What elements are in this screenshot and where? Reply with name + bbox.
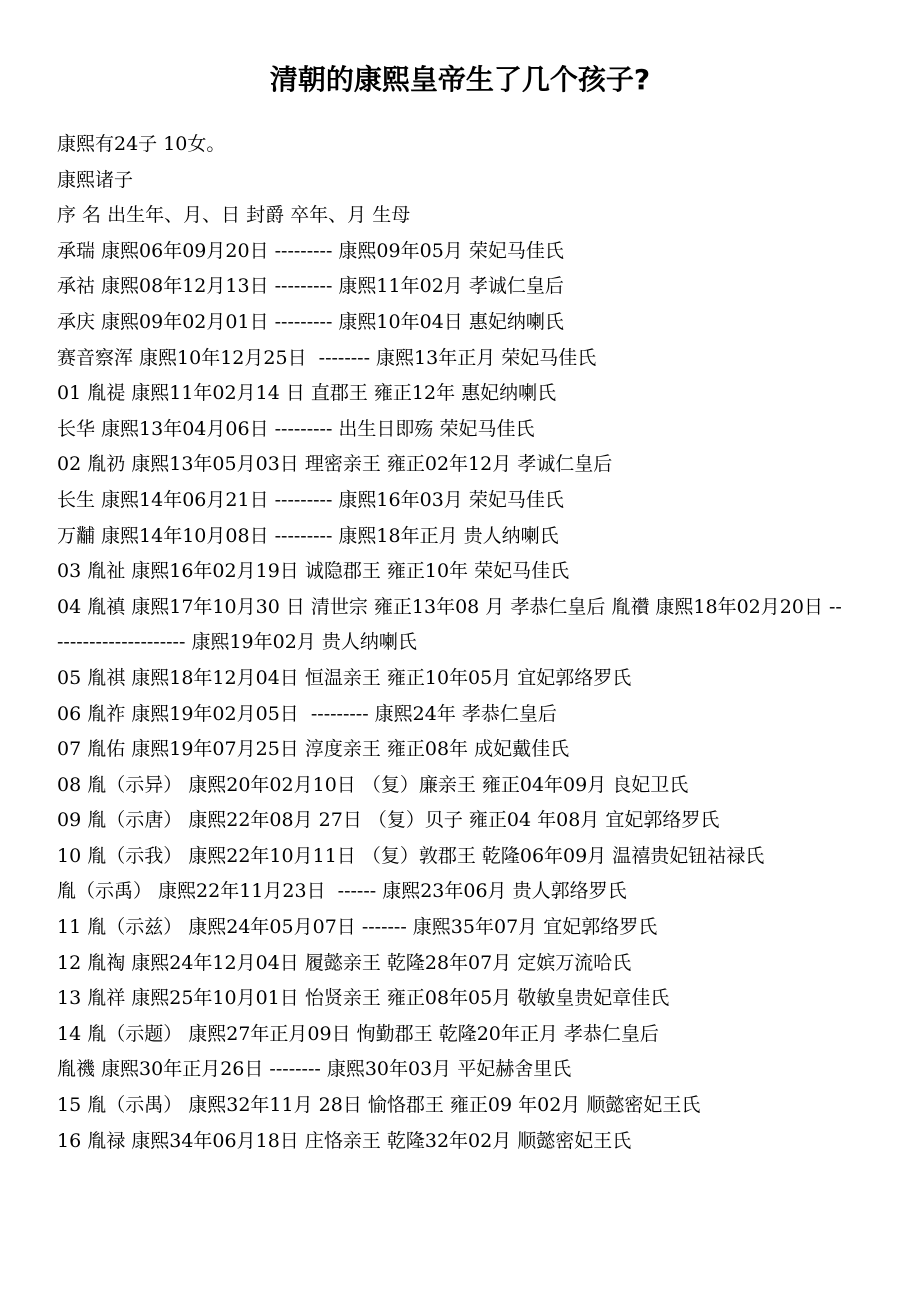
text-line: 赛音察浑 康熙10年12月25日 -------- 康熙13年正月 荣妃马佳氏 bbox=[57, 346, 597, 369]
text-line: 14 胤（示题） 康熙27年正月09日 恂勤郡王 乾隆20年正月 孝恭仁皇后 bbox=[57, 1022, 659, 1045]
text-line: 长生 康熙14年06月21日 --------- 康熙16年03月 荣妃马佳氏 bbox=[57, 488, 564, 511]
text-line: 康熙诸子 bbox=[57, 168, 134, 191]
text-line: 承祜 康熙08年12月13日 --------- 康熙11年02月 孝诚仁皇后 bbox=[57, 275, 564, 298]
text-line: 15 胤（示禺） 康熙32年11月 28日 愉恪郡王 雍正09 年02月 顺懿密妃王氏 bbox=[57, 1094, 701, 1117]
text-line: 序 名 出生年、月、日 封爵 卒年、月 生母 bbox=[57, 204, 411, 227]
text-line: 02 胤礽 康熙13年05月03日 理密亲王 雍正02年12月 孝诚仁皇后 bbox=[57, 453, 613, 476]
text-line: 08 胤（示异） 康熙20年02月10日 （复）廉亲王 雍正04年09月 良妃卫氏 bbox=[57, 773, 689, 796]
text-line: 11 胤（示兹） 康熙24年05月07日 ------- 康熙35年07月 宜妃郭络罗氏 bbox=[57, 916, 658, 939]
text-line: 长华 康熙13年04月06日 --------- 出生日即殇 荣妃马佳氏 bbox=[57, 417, 535, 440]
text-line: 13 胤祥 康熙25年10月01日 怡贤亲王 雍正08年05月 敬敏皇贵妃章佳氏 bbox=[57, 987, 670, 1010]
text-line: 05 胤祺 康熙18年12月04日 恒温亲王 雍正10年05月 宜妃郭络罗氏 bbox=[57, 666, 632, 689]
document-title: 清朝的康熙皇帝生了几个孩子? bbox=[269, 63, 651, 96]
text-line: 01 胤禔 康熙11年02月14 日 直郡王 雍正12年 惠妃纳喇氏 bbox=[57, 382, 557, 405]
text-line: 04 胤禛 康熙17年10月30 日 清世宗 雍正13年08 月 孝恭仁皇后 胤禶 康熙18年02月20日 ---------------------- 康熙19年02月 贵人纳喇氏 bbox=[57, 595, 842, 654]
text-line: 胤禨 康熙30年正月26日 -------- 康熙30年03月 平妃赫舍里氏 bbox=[57, 1058, 572, 1081]
text-line: 万黼 康熙14年10月08日 --------- 康熙18年正月 贵人纳喇氏 bbox=[57, 524, 559, 547]
text-line: 胤（示禹） 康熙22年11月23日 ------ 康熙23年06月 贵人郭络罗氏 bbox=[57, 880, 627, 903]
text-line: 07 胤佑 康熙19年07月25日 淳度亲王 雍正08年 成妃戴佳氏 bbox=[57, 738, 570, 761]
text-line: 10 胤（示我） 康熙22年10月11日 （复）敦郡王 乾隆06年09月 温禧贵妃钮祜禄氏 bbox=[57, 844, 765, 867]
text-line: 12 胤祹 康熙24年12月04日 履懿亲王 乾隆28年07月 定嫔万流哈氏 bbox=[57, 951, 632, 974]
text-line: 06 胤祚 康熙19年02月05日 --------- 康熙24年 孝恭仁皇后 bbox=[57, 702, 557, 725]
text-line: 03 胤祉 康熙16年02月19日 诚隐郡王 雍正10年 荣妃马佳氏 bbox=[57, 560, 570, 583]
document-body bbox=[57, 127, 847, 1159]
text-line: 16 胤禄 康熙34年06月18日 庄恪亲王 乾隆32年02月 顺懿密妃王氏 bbox=[57, 1129, 632, 1152]
text-line: 康熙有24子 10女。 bbox=[57, 133, 226, 155]
text-line: 承庆 康熙09年02月01日 --------- 康熙10年04日 惠妃纳喇氏 bbox=[57, 310, 564, 333]
text-line: 承瑞 康熙06年09月20日 --------- 康熙09年05月 荣妃马佳氏 bbox=[57, 239, 564, 262]
text-line: 09 胤（示唐） 康熙22年08月 27日 （复）贝子 雍正04 年08月 宜妃郭络罗氏 bbox=[57, 809, 720, 832]
